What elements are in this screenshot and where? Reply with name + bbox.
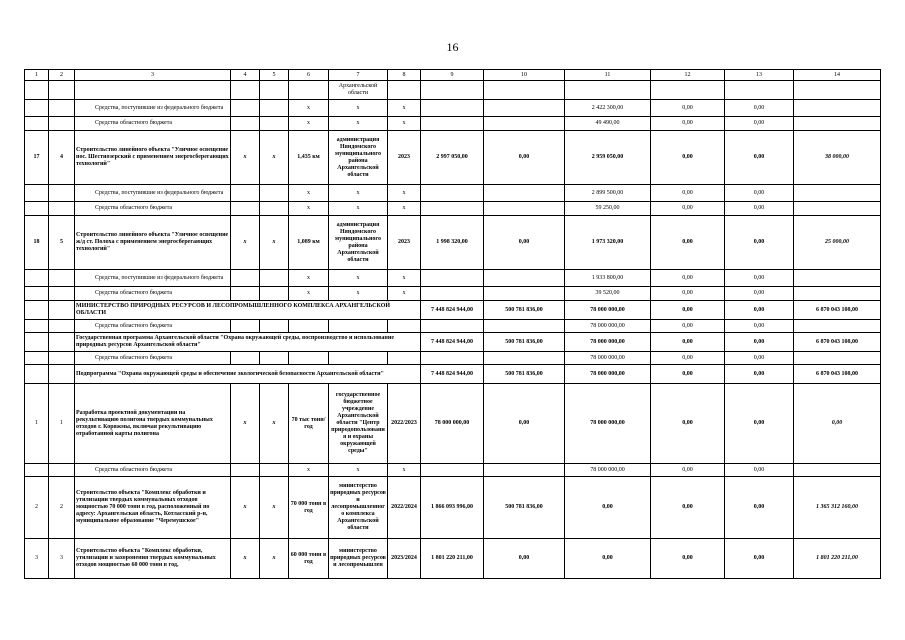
table-cell: 500 781 836,00 xyxy=(484,301,565,320)
table-cell xyxy=(25,117,49,131)
table-cell: х xyxy=(231,131,260,185)
table-cell xyxy=(725,81,794,100)
table-cell xyxy=(49,100,75,117)
table-row xyxy=(25,320,881,333)
table-cell xyxy=(388,81,421,100)
table-cell: 2022/2023 xyxy=(388,384,421,464)
table-cell xyxy=(49,270,75,287)
table-cell xyxy=(25,100,49,117)
table-cell xyxy=(231,81,260,100)
page-number: 16 xyxy=(446,40,459,54)
table-cell xyxy=(49,464,75,477)
table-row xyxy=(25,464,881,477)
table-cell: 2 959 050,00 xyxy=(565,131,651,185)
table-cell: 500 781 836,00 xyxy=(484,333,565,352)
table-cell: х xyxy=(260,131,289,185)
table-header-row xyxy=(25,70,881,81)
table-cell: Средства областного бюджета xyxy=(75,117,231,131)
table-cell xyxy=(794,287,881,301)
table-cell xyxy=(260,202,289,216)
table-cell: администрация Няндомского муниципального района Архангельской области xyxy=(329,216,388,270)
table-cell: Средства, поступившие из федерального бюджета xyxy=(75,100,231,117)
table-cell: 0,00 xyxy=(725,100,794,117)
table-cell: 38 000,00 xyxy=(794,131,881,185)
table-cell: х xyxy=(231,216,260,270)
table-cell: 0,00 xyxy=(484,384,565,464)
table-cell xyxy=(25,81,49,100)
column-number-header: 12 xyxy=(651,70,725,81)
table-cell: 0,00 xyxy=(484,216,565,270)
column-number-header: 11 xyxy=(565,70,651,81)
table-cell xyxy=(49,81,75,100)
table-cell: 500 781 836,00 xyxy=(484,477,565,539)
table-cell: 0,00 xyxy=(725,464,794,477)
table-cell xyxy=(484,464,565,477)
table-cell xyxy=(421,185,484,202)
table-cell: 0,00 xyxy=(725,320,794,333)
table-cell xyxy=(49,333,75,352)
table-cell: 78 000 000,00 xyxy=(565,320,651,333)
table-cell: 6 870 043 108,00 xyxy=(794,333,881,352)
table-cell: 70 тыс тонн/год xyxy=(289,384,329,464)
column-number-header: 2 xyxy=(49,70,75,81)
table-cell: 0,00 xyxy=(725,539,794,579)
table-cell: министерство природных ресурсов и лесопромышленного комплекса Архангельской области xyxy=(329,477,388,539)
table-cell: 0,00 xyxy=(651,100,725,117)
table-cell xyxy=(231,185,260,202)
table-cell: 1 801 220 211,00 xyxy=(794,539,881,579)
table-cell: х xyxy=(231,384,260,464)
table-cell: МИНИСТЕРСТВО ПРИРОДНЫХ РЕСУРСОВ И ЛЕСОПРОМЫШЛЕННОГО КОМПЛЕКСА АРХАНГЕЛЬСКОЙ ОБЛАСТИ xyxy=(75,301,421,320)
table-cell: 2 xyxy=(25,477,49,539)
table-cell xyxy=(289,320,329,333)
table-cell xyxy=(25,202,49,216)
table-cell: 0,00 xyxy=(725,216,794,270)
table-cell xyxy=(421,100,484,117)
table-cell xyxy=(49,117,75,131)
table-cell: 0,00 xyxy=(484,131,565,185)
table-cell xyxy=(231,287,260,301)
table-cell xyxy=(794,185,881,202)
table-cell xyxy=(484,100,565,117)
table-cell: 78 000 000,00 xyxy=(565,384,651,464)
table-cell: 0,00 xyxy=(484,539,565,579)
table-cell: 0,00 xyxy=(651,352,725,365)
table-cell: 1,435 км xyxy=(289,131,329,185)
table-cell xyxy=(794,117,881,131)
table-cell: 0,00 xyxy=(651,117,725,131)
table-cell: 60 000 тонн в год xyxy=(289,539,329,579)
table-cell xyxy=(75,81,231,100)
table-cell xyxy=(25,320,49,333)
table-cell: 0,00 xyxy=(651,464,725,477)
column-number-header: 14 xyxy=(794,70,881,81)
column-number-header: 5 xyxy=(260,70,289,81)
table-cell xyxy=(421,81,484,100)
table-cell: х xyxy=(289,270,329,287)
column-number-header: 8 xyxy=(388,70,421,81)
table-cell: 0,00 xyxy=(651,216,725,270)
table-cell: 0,00 xyxy=(651,270,725,287)
table-cell: 0,00 xyxy=(565,539,651,579)
budget-table xyxy=(24,69,881,579)
table-cell: х xyxy=(289,287,329,301)
table-cell xyxy=(421,352,484,365)
table-cell xyxy=(49,365,75,384)
table-cell xyxy=(289,352,329,365)
table-cell xyxy=(421,464,484,477)
table-cell: х xyxy=(329,185,388,202)
table-cell: Архангельской области xyxy=(329,81,388,100)
table-cell: 2 422 300,00 xyxy=(565,100,651,117)
table-row xyxy=(25,202,881,216)
table-cell: х xyxy=(329,270,388,287)
table-cell: Государственная программа Архангельской области "Охрана окружающей среды, воспроизводство и использование природных ресурсов Архангельской области" xyxy=(75,333,421,352)
column-number-header: 1 xyxy=(25,70,49,81)
table-cell xyxy=(25,464,49,477)
table-cell: 2023 xyxy=(388,131,421,185)
table-cell: х xyxy=(388,287,421,301)
table-cell: 17 xyxy=(25,131,49,185)
table-cell xyxy=(260,320,289,333)
table-cell: 6 870 043 108,00 xyxy=(794,301,881,320)
table-cell xyxy=(484,287,565,301)
table-cell: х xyxy=(231,477,260,539)
table-cell xyxy=(49,185,75,202)
table-cell: 0,00 xyxy=(651,287,725,301)
table-cell: х xyxy=(329,287,388,301)
table-cell: 6 870 043 108,00 xyxy=(794,365,881,384)
table-cell: х xyxy=(260,477,289,539)
table-cell xyxy=(421,287,484,301)
table-cell xyxy=(794,352,881,365)
table-cell: 0,00 xyxy=(794,384,881,464)
table-cell xyxy=(651,81,725,100)
table-row xyxy=(25,270,881,287)
table-cell: 25 000,00 xyxy=(794,216,881,270)
table-cell: 0,00 xyxy=(651,384,725,464)
table-cell: государственное бюджетное учреждение Архангельской области "Центр природопользования и охраны окружающей среды" xyxy=(329,384,388,464)
table-cell: 1 xyxy=(49,384,75,464)
table-cell: х xyxy=(260,539,289,579)
table-cell: 1 933 800,00 xyxy=(565,270,651,287)
table-cell: Средства областного бюджета xyxy=(75,287,231,301)
table-cell xyxy=(49,202,75,216)
table-cell: 0,00 xyxy=(651,333,725,352)
table-cell: Средства, поступившие из федерального бюджета xyxy=(75,270,231,287)
table-cell: 0,00 xyxy=(725,131,794,185)
table-cell xyxy=(794,100,881,117)
table-cell: 1 xyxy=(25,384,49,464)
table-cell xyxy=(25,333,49,352)
table-cell: Средства областного бюджета xyxy=(75,320,231,333)
table-cell: 78 000 000,00 xyxy=(565,464,651,477)
table-cell: 0,00 xyxy=(725,117,794,131)
table-cell xyxy=(25,185,49,202)
table-row xyxy=(25,365,881,384)
table-cell xyxy=(231,320,260,333)
table-cell: х xyxy=(260,384,289,464)
table-cell: 4 xyxy=(49,131,75,185)
table-cell: 78 000 000,00 xyxy=(565,301,651,320)
table-cell: 1,089 км xyxy=(289,216,329,270)
table-cell: х xyxy=(329,100,388,117)
table-cell: х xyxy=(289,117,329,131)
table-cell: х xyxy=(329,202,388,216)
table-cell: 0,00 xyxy=(725,301,794,320)
table-cell xyxy=(49,352,75,365)
table-cell xyxy=(794,202,881,216)
table-cell: 2 xyxy=(49,477,75,539)
table-cell: 7 448 824 944,00 xyxy=(421,333,484,352)
table-cell xyxy=(484,202,565,216)
table-cell xyxy=(260,100,289,117)
table-cell xyxy=(231,352,260,365)
table-cell xyxy=(421,202,484,216)
table-cell: Средства областного бюджета xyxy=(75,464,231,477)
table-cell xyxy=(231,464,260,477)
table-cell: х xyxy=(388,464,421,477)
column-number-header: 13 xyxy=(725,70,794,81)
table-cell xyxy=(49,301,75,320)
table-cell: 2 899 500,00 xyxy=(565,185,651,202)
table-cell xyxy=(260,352,289,365)
table-cell: Строительство объекта "Комплекс обработки и утилизации твердых коммунальных отходов мощностью 70 000 тонн в год, расположенный по адресу: Архангельская область, Котласский р-н, муниципальное образование "Черемушское" xyxy=(75,477,231,539)
table-cell xyxy=(484,320,565,333)
table-cell: 500 781 836,00 xyxy=(484,365,565,384)
table-cell: Средства областного бюджета xyxy=(75,352,231,365)
table-cell: 39 520,00 xyxy=(565,287,651,301)
table-cell xyxy=(260,287,289,301)
table-cell: 0,00 xyxy=(725,352,794,365)
table-cell xyxy=(484,352,565,365)
table-row xyxy=(25,384,881,464)
table-cell: 3 xyxy=(25,539,49,579)
table-cell: 0,00 xyxy=(725,185,794,202)
table-row xyxy=(25,185,881,202)
column-number-header: 9 xyxy=(421,70,484,81)
table-row xyxy=(25,333,881,352)
table-cell: Строительство объекта "Комплекс обработки, утилизации и захоронения твердых коммунальных отходов мощностью 60 000 тонн в год, xyxy=(75,539,231,579)
table-cell: 1 973 320,00 xyxy=(565,216,651,270)
table-row xyxy=(25,287,881,301)
table-cell: 0,00 xyxy=(651,202,725,216)
table-cell: х xyxy=(388,202,421,216)
table-cell: 7 448 824 944,00 xyxy=(421,365,484,384)
table-row xyxy=(25,216,881,270)
table-cell: 0,00 xyxy=(651,365,725,384)
table-cell: х xyxy=(388,270,421,287)
table-cell xyxy=(484,117,565,131)
table-cell: 0,00 xyxy=(651,301,725,320)
table-cell: 2023/2024 xyxy=(388,539,421,579)
table-cell xyxy=(794,270,881,287)
table-cell xyxy=(421,320,484,333)
table-cell xyxy=(329,320,388,333)
table-cell xyxy=(260,117,289,131)
table-cell: х xyxy=(289,464,329,477)
table-cell: 3 xyxy=(49,539,75,579)
table-row xyxy=(25,352,881,365)
table-cell: 0,00 xyxy=(725,384,794,464)
table-cell xyxy=(484,270,565,287)
table-cell xyxy=(260,464,289,477)
table-cell: 0,00 xyxy=(651,131,725,185)
table-cell xyxy=(388,320,421,333)
table-cell: 78 000 000,00 xyxy=(565,333,651,352)
table-row xyxy=(25,477,881,539)
table-row xyxy=(25,100,881,117)
table-cell: 0,00 xyxy=(651,477,725,539)
table-cell: 78 000 000,00 xyxy=(565,352,651,365)
table-cell: 0,00 xyxy=(725,202,794,216)
table-cell xyxy=(231,100,260,117)
table-cell: 1 998 320,00 xyxy=(421,216,484,270)
table-cell: 0,00 xyxy=(651,185,725,202)
table-cell: 0,00 xyxy=(651,320,725,333)
table-cell xyxy=(25,301,49,320)
table-cell xyxy=(49,287,75,301)
table-cell xyxy=(231,202,260,216)
table-cell xyxy=(794,320,881,333)
table-cell: 0,00 xyxy=(725,270,794,287)
table-cell: 70 000 тонн в год xyxy=(289,477,329,539)
table-cell xyxy=(484,81,565,100)
table-cell xyxy=(388,352,421,365)
table-cell: х xyxy=(388,117,421,131)
column-number-header: 7 xyxy=(329,70,388,81)
table-cell: 0,00 xyxy=(565,477,651,539)
table-cell: 1 801 220 211,00 xyxy=(421,539,484,579)
column-number-header: 6 xyxy=(289,70,329,81)
table-cell: 0,00 xyxy=(725,333,794,352)
table-cell: 2022/2024 xyxy=(388,477,421,539)
table-cell xyxy=(231,117,260,131)
table-cell: 78 000 000,00 xyxy=(421,384,484,464)
table-cell: 49 490,00 xyxy=(565,117,651,131)
table-row xyxy=(25,131,881,185)
column-number-header: 10 xyxy=(484,70,565,81)
table-cell: 0,00 xyxy=(725,477,794,539)
table-cell xyxy=(25,287,49,301)
table-cell xyxy=(794,464,881,477)
table-cell: 0,00 xyxy=(725,287,794,301)
table-row xyxy=(25,301,881,320)
table-cell: администрация Няндомского муниципального района Архангельской области xyxy=(329,131,388,185)
table-cell: 5 xyxy=(49,216,75,270)
table-cell xyxy=(565,81,651,100)
table-cell: 0,00 xyxy=(725,365,794,384)
table-cell: х xyxy=(388,100,421,117)
table-cell: Разработка проектной документации на рекультивацию полигона твердых коммунальных отходов г. Коряжмы, включая рекультивацию отработанной карты полигона xyxy=(75,384,231,464)
table-cell: 2 997 050,00 xyxy=(421,131,484,185)
table-row xyxy=(25,539,881,579)
table-cell: х xyxy=(388,185,421,202)
table-cell: 1 866 093 996,00 xyxy=(421,477,484,539)
table-cell xyxy=(794,81,881,100)
table-cell: министерство природных ресурсов и лесопромышлен xyxy=(329,539,388,579)
table-cell xyxy=(289,81,329,100)
table-cell xyxy=(484,185,565,202)
table-row xyxy=(25,117,881,131)
table-cell: х xyxy=(329,117,388,131)
table-cell: х xyxy=(289,185,329,202)
table-cell: Подпрограмма "Охрана окружающей среды и обеспечение экологической безопасности Архангельской области" xyxy=(75,365,421,384)
table-cell xyxy=(25,365,49,384)
column-number-header: 4 xyxy=(231,70,260,81)
table-cell xyxy=(260,270,289,287)
table-cell xyxy=(421,270,484,287)
table-cell xyxy=(25,352,49,365)
table-cell: 0,00 xyxy=(651,539,725,579)
table-cell: х xyxy=(329,464,388,477)
table-cell: 59 250,00 xyxy=(565,202,651,216)
table-cell xyxy=(421,117,484,131)
table-cell xyxy=(260,81,289,100)
table-cell: 18 xyxy=(25,216,49,270)
table-cell: х xyxy=(289,100,329,117)
table-cell xyxy=(49,320,75,333)
table-cell xyxy=(329,352,388,365)
table-row xyxy=(25,81,881,100)
table-cell: 78 000 000,00 xyxy=(565,365,651,384)
table-cell: 2023 xyxy=(388,216,421,270)
table-cell: Средства, поступившие из федерального бюджета xyxy=(75,185,231,202)
table-cell xyxy=(25,270,49,287)
table-cell: Строительство линейного объекта "Уличное освещение пос. Шестиозерский с применением энергосберегающих технологий" xyxy=(75,131,231,185)
table-cell: 7 448 824 944,00 xyxy=(421,301,484,320)
table-cell: х xyxy=(231,539,260,579)
table-cell: 1 365 312 160,00 xyxy=(794,477,881,539)
table-cell: х xyxy=(289,202,329,216)
table-cell xyxy=(260,185,289,202)
column-number-header: 3 xyxy=(75,70,231,81)
table-cell: Средства областного бюджета xyxy=(75,202,231,216)
table-cell: х xyxy=(260,216,289,270)
table-cell xyxy=(231,270,260,287)
table-cell: Строительство линейного объекта "Уличное освещение ж/д ст. Полоха с применением энергосберегающих технологий" xyxy=(75,216,231,270)
